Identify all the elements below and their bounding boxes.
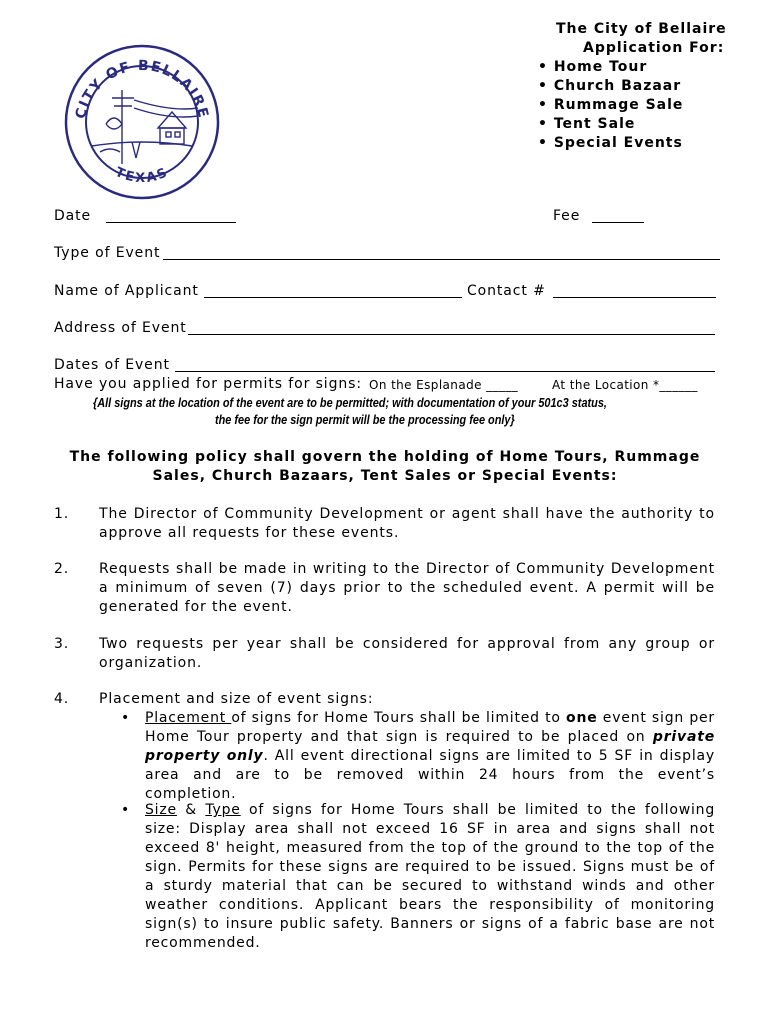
event-dates-field[interactable] <box>175 371 715 372</box>
esplanade-option[interactable]: On the Esplanade _____ <box>369 378 519 392</box>
placement-bullet: Placement of signs for Home Tours shall be limited to one event sign per Home Tour property and that sign is required to be placed on private property only. All event directional signs are limited to 5 SF in display area and are to be removed within 24 hours from the event’s completion. <box>145 710 715 802</box>
city-seal <box>62 42 222 202</box>
date-label: Date <box>54 208 92 224</box>
signs-note-line1: {All signs at the location of the event are to be permitted; with documentation of your 501c3 status, <box>93 395 607 410</box>
seal-scene-icon <box>92 90 198 164</box>
list-item: • Tent Sale <box>538 116 636 132</box>
event-address-field[interactable] <box>188 334 715 335</box>
bullet-dot: • <box>121 802 131 818</box>
item-number: 4. <box>54 691 70 707</box>
application-type-list <box>538 58 683 153</box>
header-subtitle: Application For: <box>583 40 725 56</box>
fee-field[interactable] <box>592 222 644 223</box>
seal-bottom-text: TEXAS <box>112 164 172 187</box>
type-of-event-label: Type of Event <box>54 245 161 261</box>
svg-text:TEXAS <box>113 165 171 186</box>
event-address-label: Address of Event <box>54 320 187 336</box>
policy-item-2: Requests shall be made in writing to the Director of Community Development a minimum of seven (7) days prior to the scheduled event. A permit will be generated for the event. <box>99 561 715 615</box>
fee-label: Fee <box>553 208 581 224</box>
type-of-event-field[interactable] <box>163 259 720 260</box>
policy-heading-line2: Sales, Church Bazaars, Tent Sales or Special Events: <box>152 468 618 484</box>
size-type-bullet: Size & Type of signs for Home Tours shall be limited to the following size: Display area shall not exceed 16 SF in area and signs shall not exceed 8' height, measured from the top of the ground to the top of the sign. Permits for these signs are required to be issued. Signs must be of a sturdy material that can be secured to withstand winds and other weather conditions. Applicant bears the responsibility of monitoring sign(s) to insure public safety. Banners or signs of a fabric base are not recommended. <box>145 802 716 951</box>
bullet-dot: • <box>121 710 131 726</box>
event-dates-label: Dates of Event <box>54 357 170 373</box>
policy-heading-line1: The following policy shall govern the holding of Home Tours, Rummage <box>69 449 701 465</box>
contact-field[interactable] <box>553 297 716 298</box>
contact-label: Contact # <box>467 283 546 299</box>
location-option[interactable]: At the Location *______ <box>552 378 698 392</box>
item-number: 1. <box>54 506 70 522</box>
policy-item-4: Placement and size of event signs: <box>99 691 374 707</box>
date-field[interactable] <box>106 222 236 223</box>
list-item: • Special Events <box>538 135 683 151</box>
applicant-name-label: Name of Applicant <box>54 283 199 299</box>
item-number: 2. <box>54 561 70 577</box>
list-item: • Rummage Sale <box>538 97 684 113</box>
list-item: • Home Tour <box>538 59 648 75</box>
header-title: The City of Bellaire <box>556 21 727 37</box>
item-number: 3. <box>54 636 70 652</box>
seal-top-text: CITY OF BELLAIRE <box>72 57 212 121</box>
policy-item-1: The Director of Community Development or agent shall have the authority to approve all requests for these events. <box>99 506 715 541</box>
applicant-name-field[interactable] <box>204 297 462 298</box>
signs-question: Have you applied for permits for signs: <box>54 376 362 392</box>
list-item: • Church Bazaar <box>538 78 682 94</box>
signs-note-line2: the fee for the sign permit will be the processing fee only} <box>215 412 515 427</box>
policy-item-3: Two requests per year shall be considered for approval from any group or organization. <box>99 636 715 671</box>
